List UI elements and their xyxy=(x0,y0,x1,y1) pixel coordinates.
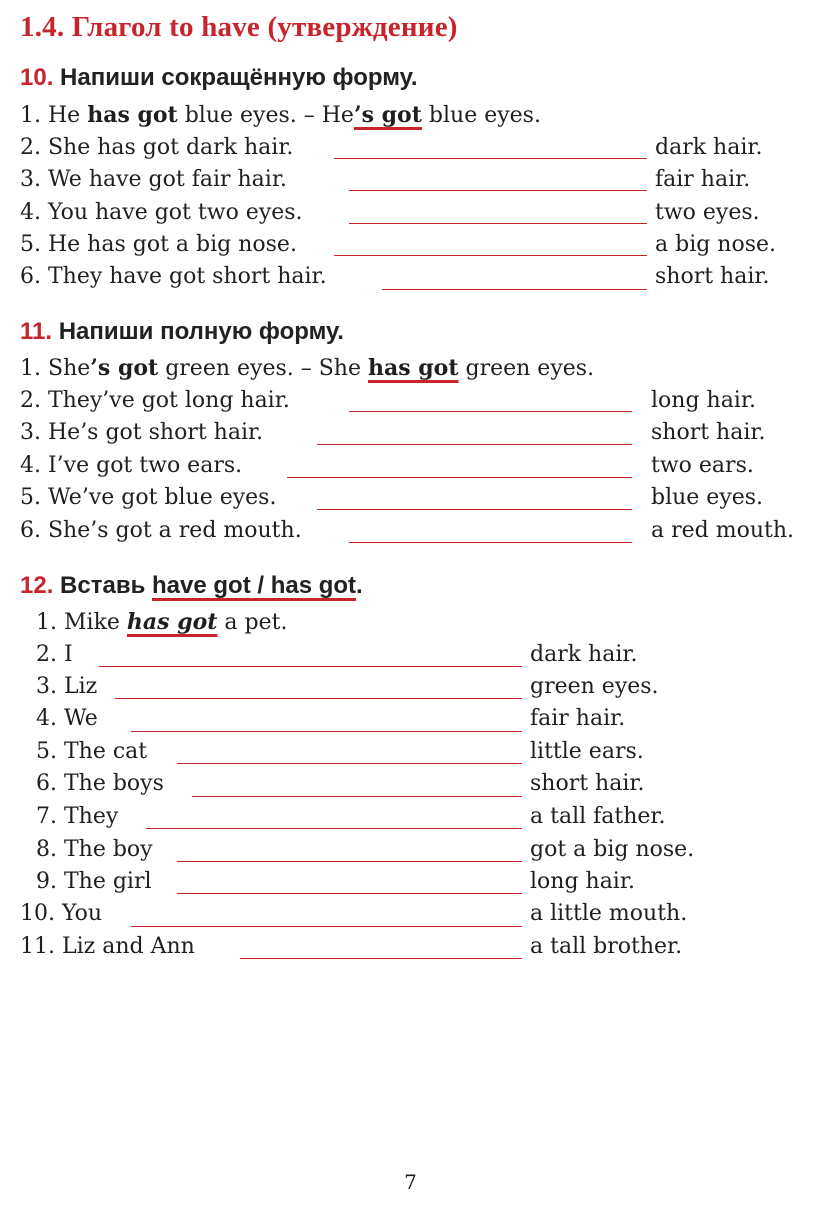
answer-blank[interactable] xyxy=(131,731,522,732)
exercise-12-heading xyxy=(20,571,363,601)
exercise-12-item-right: dark hair. xyxy=(530,642,638,667)
exercise-12-item-right: a tall brother. xyxy=(530,934,683,959)
exercise-12-item-right: long hair. xyxy=(530,869,635,894)
example-number: 1. xyxy=(36,610,57,635)
exercise-11-example xyxy=(20,353,594,384)
exercise-12-instruction: Вставь xyxy=(60,572,153,599)
example-text: Mike xyxy=(64,610,127,635)
exercise-10-item-right: fair hair. xyxy=(655,167,751,192)
exercise-12-item-left: 11. Liz and Ann xyxy=(20,934,195,959)
exercise-10-item-right: dark hair. xyxy=(655,135,763,160)
page-number: 7 xyxy=(404,1170,417,1194)
exercise-10-item-right: a big nose. xyxy=(655,232,777,257)
answer-blank[interactable] xyxy=(99,666,522,667)
answer-blank[interactable] xyxy=(382,289,647,290)
exercise-11-item-left: 3. He’s got short hair. xyxy=(20,420,264,445)
exercise-12-item-left: 6. The boys xyxy=(36,771,164,796)
exercise-12-number: 12. xyxy=(20,572,54,599)
exercise-12-item-right: little ears. xyxy=(530,739,644,764)
exercise-11-item-right: long hair. xyxy=(651,388,756,413)
answer-blank[interactable] xyxy=(349,411,632,412)
exercise-12-item-left: 3. Liz xyxy=(36,674,98,699)
answer-blank[interactable] xyxy=(349,542,632,543)
example-text: blue eyes. – He xyxy=(177,103,354,128)
exercise-11-instruction: Напиши полную форму. xyxy=(58,318,344,345)
exercise-12-item-left: 8. The boy xyxy=(36,837,153,862)
example-text: green eyes. – She xyxy=(158,356,368,381)
example-contraction: ’s got xyxy=(90,355,159,381)
section-title: 1.4. Глагол to have (утверждение) xyxy=(20,11,458,43)
exercise-11-item-left: 6. She’s got a red mouth. xyxy=(20,518,302,543)
example-number: 1. xyxy=(20,356,41,381)
answer-blank[interactable] xyxy=(131,926,522,927)
exercise-10-item-left: 6. They have got short hair. xyxy=(20,264,327,289)
answer-blank[interactable] xyxy=(317,444,632,445)
answer-blank[interactable] xyxy=(287,477,632,478)
exercise-10-item-left: 2. She has got dark hair. xyxy=(20,135,294,160)
exercise-10-heading xyxy=(20,63,418,93)
exercise-12-item-left: 5. The cat xyxy=(36,739,148,764)
exercise-10-item-left: 5. He has got a big nose. xyxy=(20,232,297,257)
answer-blank[interactable] xyxy=(317,509,632,510)
answer-blank[interactable] xyxy=(334,255,647,256)
example-text: She xyxy=(48,356,91,381)
exercise-11-item-left: 2. They’ve got long hair. xyxy=(20,388,290,413)
exercise-12-item-right: a little mouth. xyxy=(530,901,688,926)
answer-blank[interactable] xyxy=(240,958,522,959)
example-number: 1. xyxy=(20,103,41,128)
exercise-11-item-right: two ears. xyxy=(651,453,754,478)
answer-blank[interactable] xyxy=(177,893,522,894)
answer-blank[interactable] xyxy=(177,861,522,862)
example-text: a pet. xyxy=(217,610,288,635)
exercise-11-heading xyxy=(20,317,344,347)
example-text: He xyxy=(48,103,88,128)
answer-blank[interactable] xyxy=(177,763,522,764)
exercise-12-item-left: 7. They xyxy=(36,804,119,829)
exercise-12-item-left: 4. We xyxy=(36,706,98,731)
exercise-10-number: 10. xyxy=(20,64,54,91)
example-verb: has got xyxy=(126,609,218,635)
answer-blank[interactable] xyxy=(192,796,522,797)
exercise-12-item-right: green eyes. xyxy=(530,674,659,699)
example-verb: has got xyxy=(368,355,459,381)
exercise-10-example xyxy=(20,100,541,131)
exercise-10-item-left: 3. We have got fair hair. xyxy=(20,167,287,192)
answer-blank[interactable] xyxy=(146,828,522,829)
exercise-12-item-left: 2. I xyxy=(36,642,73,667)
exercise-12-instruction-end: . xyxy=(356,572,363,599)
exercise-10-item-right: two eyes. xyxy=(655,200,760,225)
exercise-11-item-left: 4. I’ve got two ears. xyxy=(20,453,243,478)
exercise-11-number: 11. xyxy=(20,318,53,345)
exercise-12-item-left: 10. You xyxy=(20,901,103,926)
answer-blank[interactable] xyxy=(349,223,647,224)
exercise-12-instruction-target: have got / has got xyxy=(152,572,357,599)
example-verb: has got xyxy=(87,102,178,128)
exercise-11-item-right: a red mouth. xyxy=(651,518,794,543)
exercise-10-item-left: 4. You have got two eyes. xyxy=(20,200,303,225)
exercise-11-item-left: 5. We’ve got blue eyes. xyxy=(20,485,277,510)
exercise-12-item-right: short hair. xyxy=(530,771,645,796)
exercise-11-item-right: short hair. xyxy=(651,420,766,445)
exercise-12-example xyxy=(36,607,287,638)
exercise-12-item-right: a tall father. xyxy=(530,804,666,829)
example-text: green eyes. xyxy=(458,356,595,381)
answer-blank[interactable] xyxy=(349,190,647,191)
example-text: blue eyes. xyxy=(421,103,541,128)
exercise-10-item-right: short hair. xyxy=(655,264,770,289)
exercise-12-item-left: 9. The girl xyxy=(36,869,152,894)
exercise-12-item-right: fair hair. xyxy=(530,706,626,731)
exercise-11-item-right: blue eyes. xyxy=(651,485,764,510)
answer-blank[interactable] xyxy=(334,158,647,159)
exercise-10-instruction: Напиши сокращённую форму. xyxy=(60,64,418,91)
answer-blank[interactable] xyxy=(115,698,522,699)
example-contraction: ’s got xyxy=(353,102,422,128)
exercise-12-item-right: got a big nose. xyxy=(530,837,695,862)
